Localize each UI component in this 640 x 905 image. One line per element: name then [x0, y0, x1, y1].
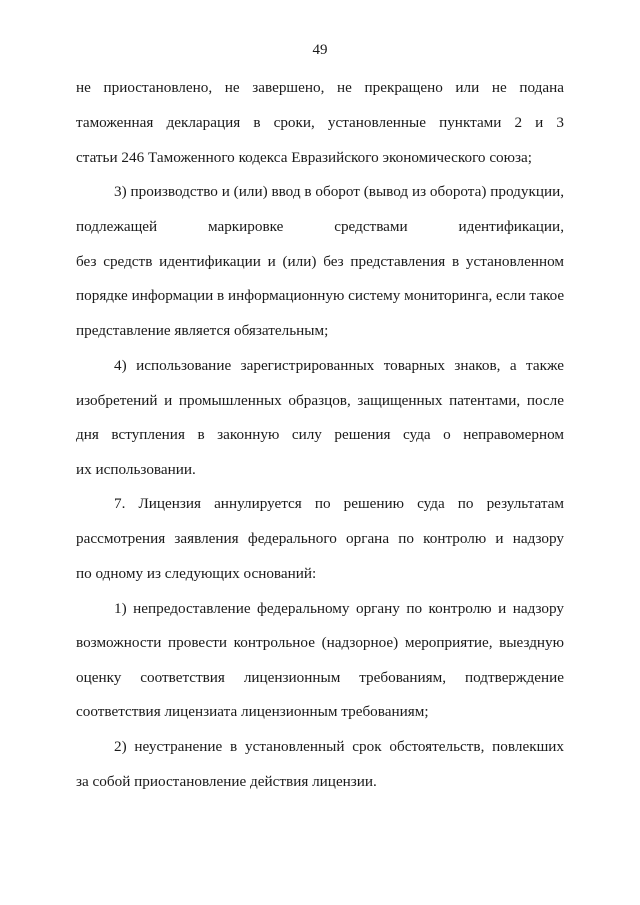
text-line: 7. Лицензия аннулируется по решению суда по результатам [114, 495, 564, 512]
page-number: 49 [312, 42, 328, 58]
text-line: без средств идентификации и (или) без представления в установленном [76, 253, 564, 270]
text-line: 2) неустранение в установленный срок обстоятельств, повлекших [114, 738, 564, 755]
text-line: рассмотрения заявления федерального органа по контролю и надзору [76, 530, 564, 547]
text-line: соответствия лицензиата лицензионным требованиям; [76, 703, 429, 720]
text-line: возможности провести контрольное (надзорное) мероприятие, выездную [76, 634, 564, 651]
text-line: таможенная декларация в сроки, установленные пунктами 2 и 3 [76, 114, 564, 131]
text-line: за собой приостановление действия лицензии. [76, 773, 377, 790]
text-line: их использовании. [76, 461, 196, 478]
text-line: порядке информации в информационную систему мониторинга, если такое [76, 287, 565, 304]
text-line: статьи 246 Таможенного кодекса Евразийского экономического союза; [76, 149, 532, 166]
text-line: дня вступления в законную силу решения суда о неправомерном [76, 426, 564, 443]
text-line: 3) производство и (или) ввод в оборот (вывод из оборота) продукции, [114, 183, 564, 200]
text-line: 4) использование зарегистрированных товарных знаков, а также [114, 357, 564, 374]
text-line: не приостановлено, не завершено, не прекращено или не подана [76, 79, 564, 96]
text-line: подлежащей маркировке средствами идентификации, [76, 218, 564, 235]
text-line: по одному из следующих оснований: [76, 565, 317, 582]
text-line: представление является обязательным; [76, 322, 329, 339]
text-line: 1) непредоставление федеральному органу по контролю и надзору [114, 600, 564, 617]
text-line: изобретений и промышленных образцов, защищенных патентами, после [76, 392, 564, 409]
text-line: оценку соответствия лицензионным требованиям, подтверждение [76, 669, 564, 686]
